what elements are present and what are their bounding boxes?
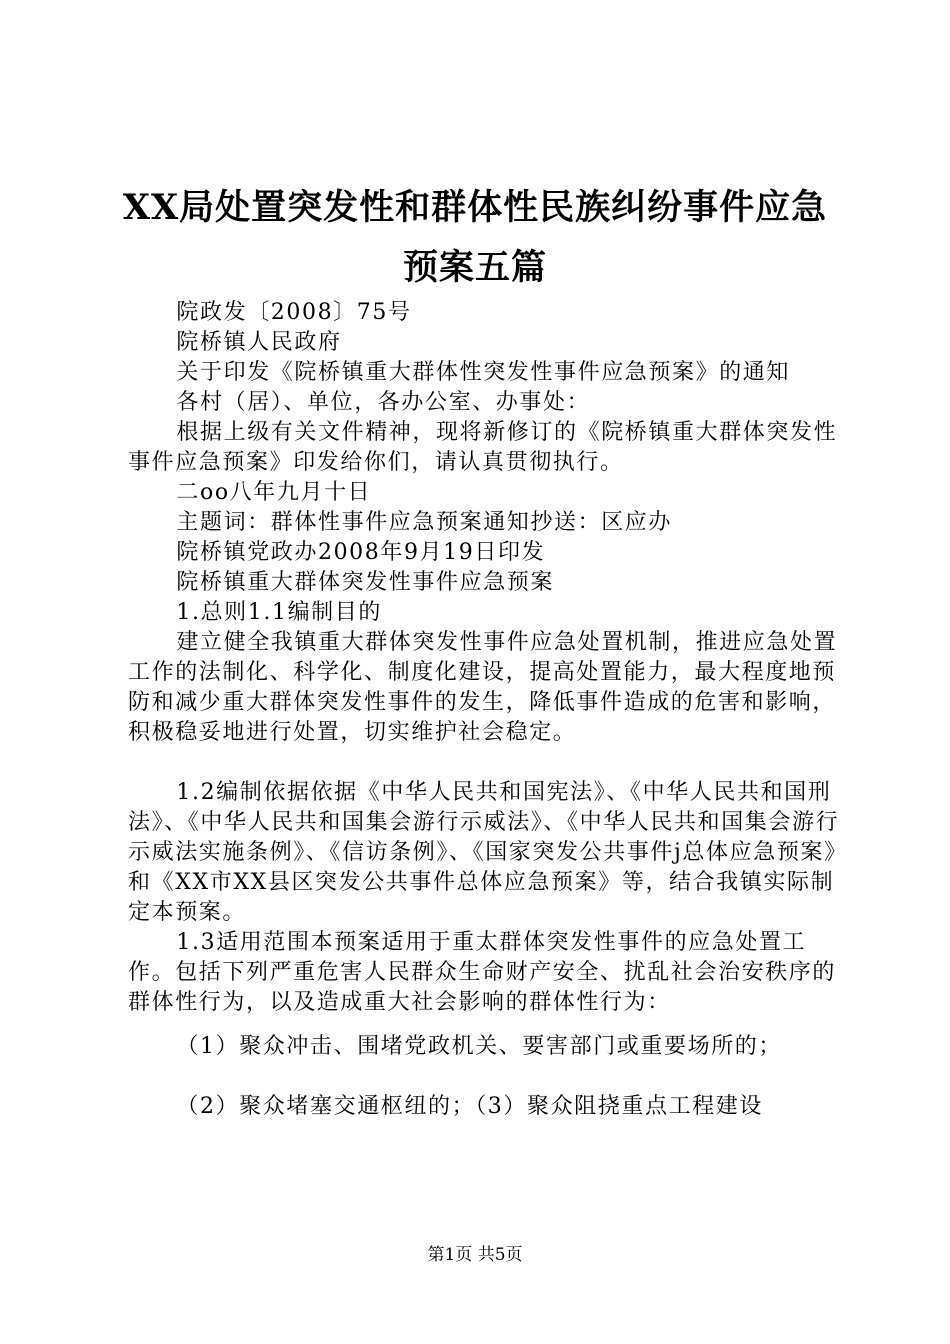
paragraph-scope: 1.3适用范围本预案适用于重太群体突发性事件的应急处置工作。包括下列严重危害人民群众生命财产安全、扰乱社会治安秩序的群体性行为，以及造成重大社会影响的群体性行为： <box>128 930 837 1015</box>
paragraph-gap <box>128 1062 840 1092</box>
notice-date: 二oo八年九月十日 <box>176 480 372 505</box>
list-item: （1）聚众冲击、围堵党政机关、要害部门或重要场所的； <box>176 1034 782 1059</box>
document-title-line-1: XX局处置突发性和群体性民族纠纷事件应急 <box>122 187 828 228</box>
subject-keywords: 主题词：群体性事件应急预案通知抄送：区应办 <box>176 510 672 535</box>
addressees: 各村（居）、单位，各办公室、办事处： <box>176 390 591 415</box>
paragraph-purpose: 建立健全我镇重大群体突发性事件应急处置机制，推进应急处置工作的法制化、科学化、制度化建设，提高处置能力，最大程度地预防和减少重大群体突发性事件的发生，降低事件造成的危害和影响，积极稳妥地进行处置，切实维护社会稳定。 <box>128 630 838 745</box>
document-body <box>128 298 840 1122</box>
document-title-line-2: 预案五篇 <box>402 247 547 288</box>
page-footer: 第1页 共5页 <box>427 1245 523 1265</box>
document-number: 院政发〔2008〕75号 <box>176 300 412 325</box>
paragraph-basis: 1.2编制依据依据《中华人民共和国宪法》、《中华人民共和国刑法》、《中华人民共和国集会游行示威法》、《中华人民共和国集会游行示威法实施条例》、《信访条例》、《国家突发公共事件j总体应急预案》和《XX市XX县区突发公共事件总体应急预案》等，结合我镇实际制定本预案。 <box>128 780 840 925</box>
notice-title: 关于印发《院桥镇重大群体性突发性事件应急预案》的通知 <box>176 360 790 385</box>
plan-title: 院桥镇重大群体突发性事件应急预案 <box>176 570 554 595</box>
section-heading: 1.总则1.1编制目的 <box>176 600 382 625</box>
issuing-authority: 院桥镇人民政府 <box>176 330 342 355</box>
print-info: 院桥镇党政办2008年9月19日印发 <box>176 540 546 565</box>
list-item: （2）聚众堵塞交通枢纽的；（3）聚众阻挠重点工程建设 <box>176 1094 763 1119</box>
paragraph-gap <box>128 748 840 778</box>
paragraph-gap <box>128 1018 840 1032</box>
notice-body: 根据上级有关文件精神，现将新修订的《院桥镇重大群体突发性事件应急预案》印发给你们，请认真贯彻执行。 <box>128 420 838 475</box>
